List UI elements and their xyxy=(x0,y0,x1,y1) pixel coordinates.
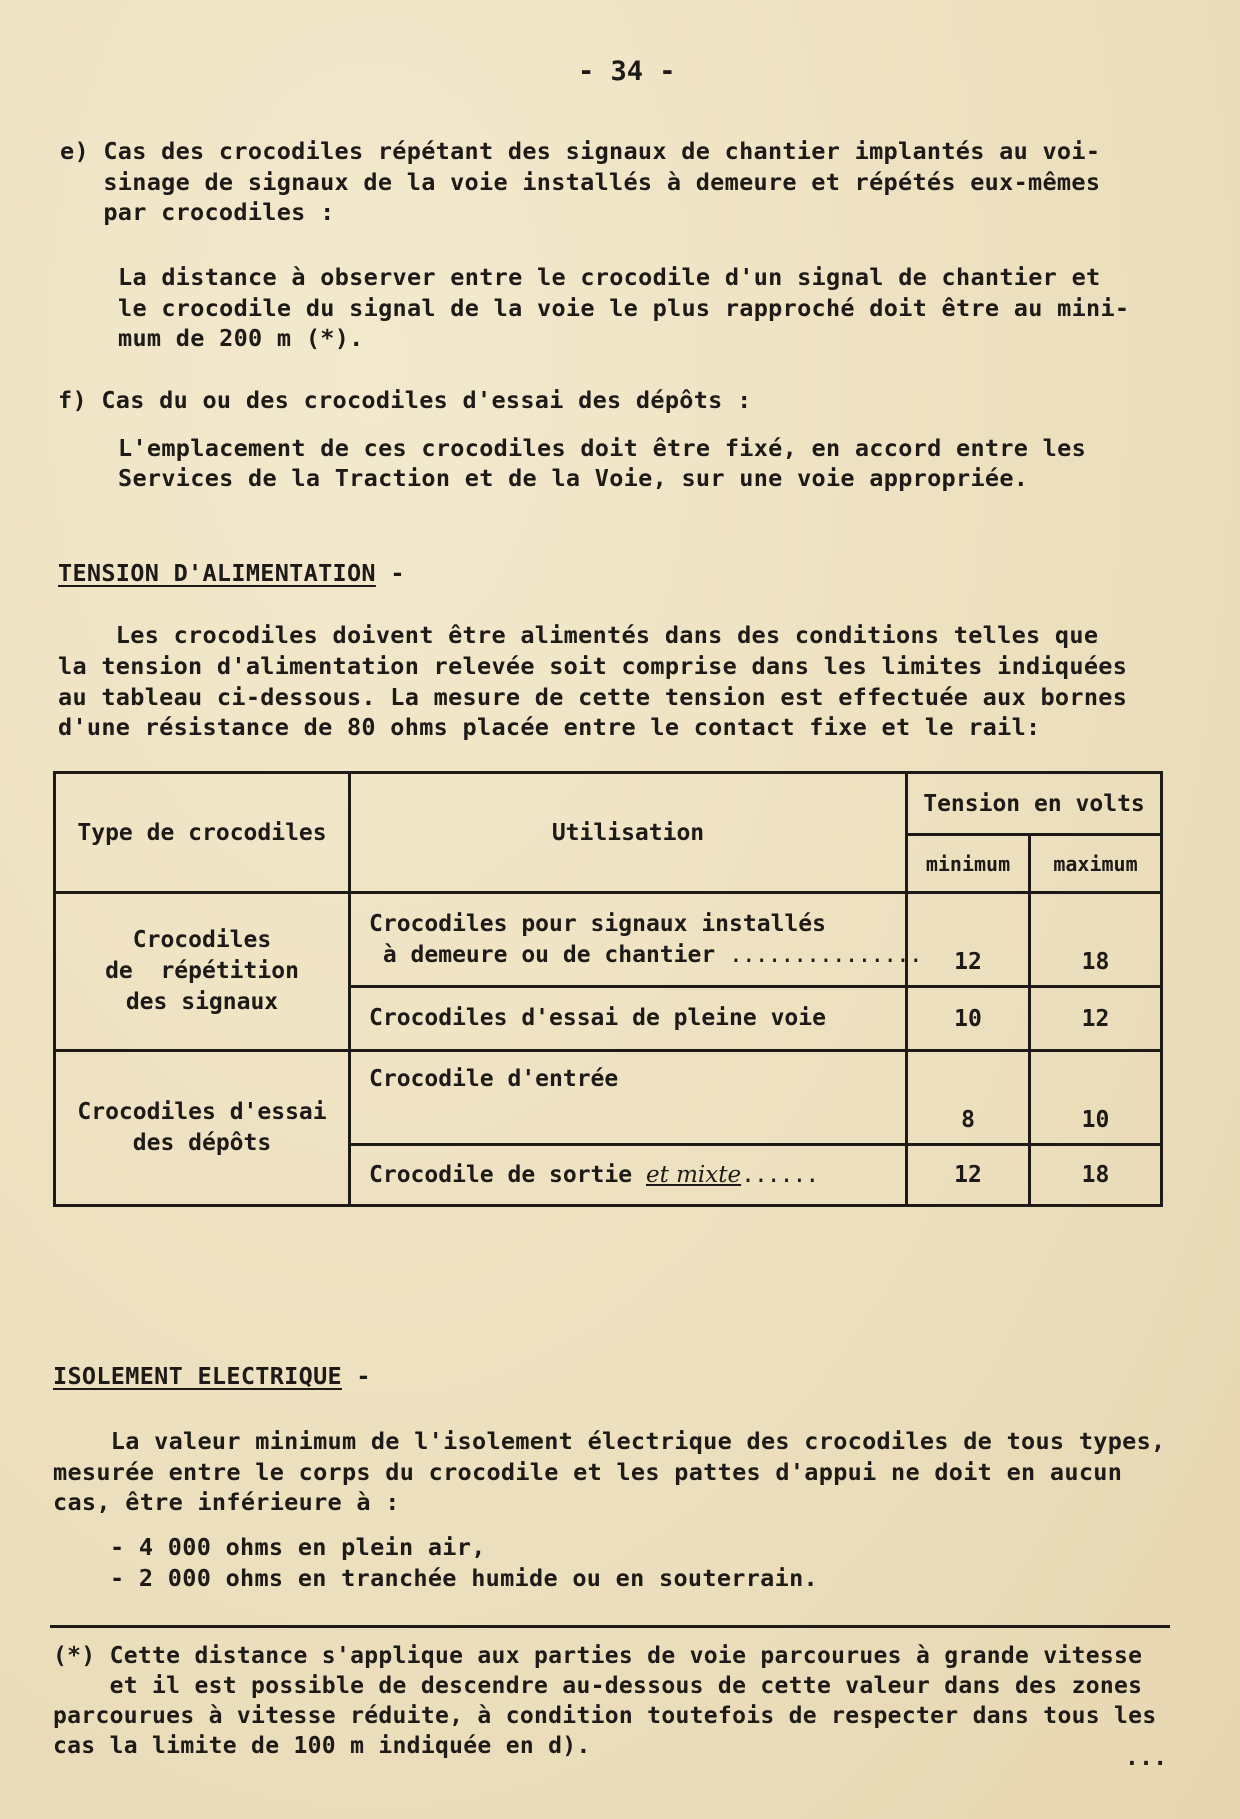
isolement-heading xyxy=(53,1361,371,1392)
util-line: Crocodiles pour signaux installés xyxy=(369,910,826,937)
isolement-heading-suffix: - xyxy=(341,1362,371,1390)
tension-table xyxy=(53,771,1163,1207)
header-tension: Tension en volts xyxy=(907,773,1162,835)
header-type: Type de crocodiles xyxy=(55,773,350,893)
leader-dots: ...... xyxy=(741,1161,819,1188)
type-line: de répétition xyxy=(105,958,299,984)
page-number: - 34 - xyxy=(578,56,676,87)
tension-para-line-3: au tableau ci-dessous. La mesure de cette tension est effectuée aux bornes xyxy=(58,683,1128,711)
util-cell xyxy=(350,893,922,987)
section-f-para-line-1: L'emplacement de ces crocodiles doit être fixé, en accord entre les xyxy=(118,434,1087,462)
section-e-line-2: sinage de signaux de la voie installés à demeure et répétés eux-mêmes xyxy=(60,168,1101,196)
util-text: Crocodile de sortie xyxy=(369,1161,646,1188)
type-line: des dépôts xyxy=(132,1130,272,1156)
min-value: 12 xyxy=(907,1145,1030,1206)
util-cell: Crocodile d'entrée xyxy=(350,1051,907,1145)
max-value: 12 xyxy=(1030,987,1162,1051)
isolement-para-line-3: cas, être inférieure à : xyxy=(53,1488,400,1516)
section-e-para-line-2: le crocodile du signal de la voie le plus rapproché doit être au mini- xyxy=(118,294,1130,322)
leader-dots: ............... xyxy=(729,941,922,968)
max-value: 18 xyxy=(1030,1145,1162,1206)
footnote-line-4: cas la limite de 100 m indiquée en d). xyxy=(53,1733,591,1759)
header-maximum: maximum xyxy=(1030,835,1162,893)
tension-para-line-4: d'une résistance de 80 ohms placée entre le contact fixe et le rail: xyxy=(58,713,1041,741)
footnote-line-2: et il est possible de descendre au-dessous de cette valeur dans des zones xyxy=(53,1673,1143,1699)
isolement-item-1: - 4 000 ohms en plein air, xyxy=(110,1533,486,1561)
min-value: 10 xyxy=(907,987,1030,1051)
tension-para-line-1: Les crocodiles doivent être alimentés dans des conditions telles que xyxy=(58,621,1099,649)
section-e-line-3: par crocodiles : xyxy=(60,198,335,226)
min-value: 12 xyxy=(907,893,1030,987)
util-cell: Crocodiles d'essai de pleine voie xyxy=(350,987,907,1051)
section-e-line-1: e) Cas des crocodiles répétant des signaux de chantier implantés au voi- xyxy=(60,137,1101,165)
util-line xyxy=(369,940,922,971)
type-line: des signaux xyxy=(125,989,279,1015)
section-e-para-line-3: mum de 200 m (*). xyxy=(118,324,364,352)
section-e-para-line-1: La distance à observer entre le crocodile d'un signal de chantier et xyxy=(118,263,1101,291)
type-cell-depots xyxy=(55,1051,350,1206)
tension-heading-suffix: - xyxy=(375,559,405,587)
table-row xyxy=(55,893,1162,987)
isolement-item-2: - 2 000 ohms en tranchée humide ou en souterrain. xyxy=(110,1564,818,1592)
section-f-para-line-2: Services de la Traction et de la Voie, sur une voie appropriée. xyxy=(118,464,1029,492)
tension-para-line-2: la tension d'alimentation relevée soit comprise dans les limites indiquées xyxy=(58,652,1128,680)
tension-heading-text: TENSION D'ALIMENTATION xyxy=(58,559,376,587)
isolement-para-line-2: mesurée entre le corps du crocodile et les pattes d'appui ne doit en aucun xyxy=(53,1458,1123,1486)
section-f-title: f) Cas du ou des crocodiles d'essai des dépôts : xyxy=(58,386,752,414)
footnote-divider xyxy=(50,1625,1170,1628)
max-value: 10 xyxy=(1030,1051,1162,1145)
table-row xyxy=(55,1051,1162,1145)
header-minimum: minimum xyxy=(907,835,1030,893)
isolement-para-line-1: La valeur minimum de l'isolement électrique des crocodiles de tous types, xyxy=(53,1427,1166,1455)
footnote-line-1: (*) Cette distance s'applique aux parties de voie parcourues à grande vitesse xyxy=(53,1643,1143,1669)
handwritten-annotation: et mixte xyxy=(645,1161,742,1188)
type-cell-repetition xyxy=(55,893,350,1051)
type-line: Crocodiles d'essai xyxy=(77,1099,327,1125)
max-value: 18 xyxy=(1030,893,1162,987)
continuation-marker: ... xyxy=(1125,1745,1168,1771)
isolement-heading-text: ISOLEMENT ELECTRIQUE xyxy=(53,1362,342,1390)
footnote-line-3: parcourues à vitesse réduite, à condition toutefois de respecter dans tous les xyxy=(53,1703,1157,1729)
util-cell xyxy=(350,1145,907,1206)
util-text: à demeure ou de chantier xyxy=(369,941,716,968)
tension-heading xyxy=(58,558,405,589)
header-utilisation: Utilisation xyxy=(350,773,907,893)
type-line: Crocodiles xyxy=(132,927,272,953)
min-value: 8 xyxy=(907,1051,1030,1145)
